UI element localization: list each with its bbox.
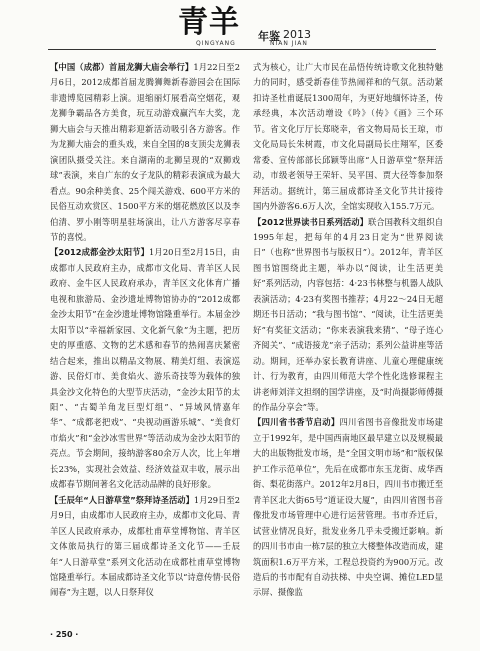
article-jinsha-sun-festival xyxy=(50,245,240,492)
page-number: · 250 · xyxy=(50,630,79,639)
article-heading: 【四川省书香节启动】 xyxy=(253,417,340,428)
yearbook-logo: 青羊 xyxy=(178,5,240,40)
yearbook-logo-suffix: 年鉴 xyxy=(258,30,280,43)
yearbook-year: 2013 xyxy=(283,28,311,41)
right-column xyxy=(253,60,443,601)
article-body: 式为核心，让广大市民在品悟传统诗歌文化独特魅力的同时，感受新春佳节热闹祥和的气氛。活动紧扣诗圣杜甫诞辰1300周年，为更好地缅怀诗圣，传承经典，本次活动增设《吟》（传》《画》三个环节。省文化厅厅长郑晓幸，省文物局局长王琼，市文化局局长朱树霞，市文化局副局长庄翔军，区委常委、宣传部部长邱颖等出席“人日游草堂”祭拜活动，市级老领导王荣轩、吴平国、贾大径等参加祭拜活动。据统计，第三届成都诗圣文化节共计接待国内外游客6.6万人次，全馆实现收入155.7万元。 xyxy=(253,62,443,212)
article-body: 四川省图书音像批发市场建立于1992年，是中国西南地区最早建立以及规模最大的出版物批发市场，是“全国文明市场”和“版权保护工作示范单位”，先后在成都市东玉龙街、成华西街、梨花街落户。2012年2月8日，四川书市搬迁至青羊区北大街65号“道证设大厦”，由四川省图书音像批发市场管理中心进行运营管理。书市乔迁后，试营业情况良好，批发业务几乎未受搬迁影响。新的四川书市由一栋7层的独立大楼整体改造而成，建筑面积1.6万平方米，工程总投资约为900万元。改造后的书市配有自动扶梯、中央空调、摊位LED显示屏、摄像监 xyxy=(253,417,443,598)
article-heading: 【壬辰年“人日游草堂”祭拜诗圣活动】 xyxy=(50,494,194,505)
left-column xyxy=(50,60,240,601)
article-dragon-lion-fair xyxy=(50,60,240,245)
article-caotang-poet-festival xyxy=(50,493,240,601)
article-heading: 【中国（成都）首届龙狮大庙会举行】 xyxy=(50,62,194,72)
header-rule xyxy=(48,49,436,50)
article-body: 联合国教科文组织自1995年起，把每年的4月23日定为“世界阅读日”（也称“世界图书与版权日”）。2012年，青羊区图书馆围绕此主题，举办以“阅读，让生活更美好”系列活动，内容包括：4·23书林整与机器人战队表演活动；4·23有奖图书推荐；4月22～24日无超期还书日活动；“我与图书馆”、“阅读，让生活更美好”有奖征文活动；“你来表演我来猜”、“母子连心齐阅关”、“成语接龙”亲子活动；系列公益讲座等活动。期间，还举办家长教育讲座、儿童心理健康统计、行为教育，由四川师范大学个性化选修课程主讲老师刘洋文担纲的国学讲座，及“时尚摄影师傅摄的作品分享会”等。 xyxy=(253,216,443,412)
article-sichuan-book-fair xyxy=(253,415,443,600)
logo-pinyin: QINGYANG xyxy=(196,40,236,47)
article-continued xyxy=(253,60,443,215)
article-heading: 【2012世界读书日系列活动】 xyxy=(253,216,368,227)
page-header xyxy=(0,0,480,46)
article-body: 1月29日至2月9日，由成都市人民政府主办，成都市文化局、青羊区人民政府承办，成都杜甫草堂博物馆、青羊区文体旅局执行的第三届成都诗圣文化节——壬辰年“人日游草堂”系列文化活动在成都杜甫草堂博物馆隆重举行。本届成都诗圣文化节以“诗意传情·民俗闹春”为主题，以人日祭拜仪 xyxy=(50,494,240,598)
article-body: 1月22日至2月6日，2012成都首届龙腾狮舞新春游园会在国际非遗博览园精彩上演。退缩丽灯展看高空烟花，观龙狮争霸品各方美食，玩互动游戏赢汽车大奖，龙狮大庙会与天推出精彩迎新活动吸引各方游客。作为龙狮大庙会的重头戏，来自全国的8支顶尖龙狮表演团队摄受关注。来自湖南的北狮呈现的“双狮戏球”表演，来自广东的女子龙队的精彩表演成为最大看点。90余种美食、25个闯关游戏、600平方米的民俗互动欢赏区、1500平方米的烟花燃放区以及李伯清、罗小刚等明星驻场演出，让八方游客尽享春节的喜悦。 xyxy=(50,62,240,242)
logo-pinyin-2: NIAN JIAN xyxy=(270,40,308,47)
article-body: 1月20日至2月15日，由成都市人民政府主办，成都市文化局、青羊区人民政府、金牛区人民政府承办，青羊区文化体育广播电视和旅游局、金沙遗址博物馆协办的“2012成都金沙太阳节”在金沙遗址博物馆隆重举行。本届金沙太阳节以“幸福新家园、文化新气象”为主题，把历史的厚重感、文物的艺术感和春节的热闹喜庆紧密结合起来，推出以精品文物展、精美灯组、表演巡游、民俗灯市、美食焰火、游乐奇技等为载体的独具金沙文化特色的大型节庆活动，“金沙太阳节的太阳”、“古蜀羊角龙巨型灯组”、“异域风情嘉年华”、“成都老把戏”、“央视动画游乐城”、“美食灯市焰火”和“金沙冰雪世界”等活动成为金沙太阳节的亮点。节会期间，接纳游客80余万人次，比上年增长23%，实现社会效益、经济效益双丰收，展示出成都春节期间著名文化活动品牌的良好形象。 xyxy=(50,247,240,490)
article-world-book-day xyxy=(253,215,443,416)
article-heading: 【2012成都金沙太阳节】 xyxy=(50,247,149,258)
